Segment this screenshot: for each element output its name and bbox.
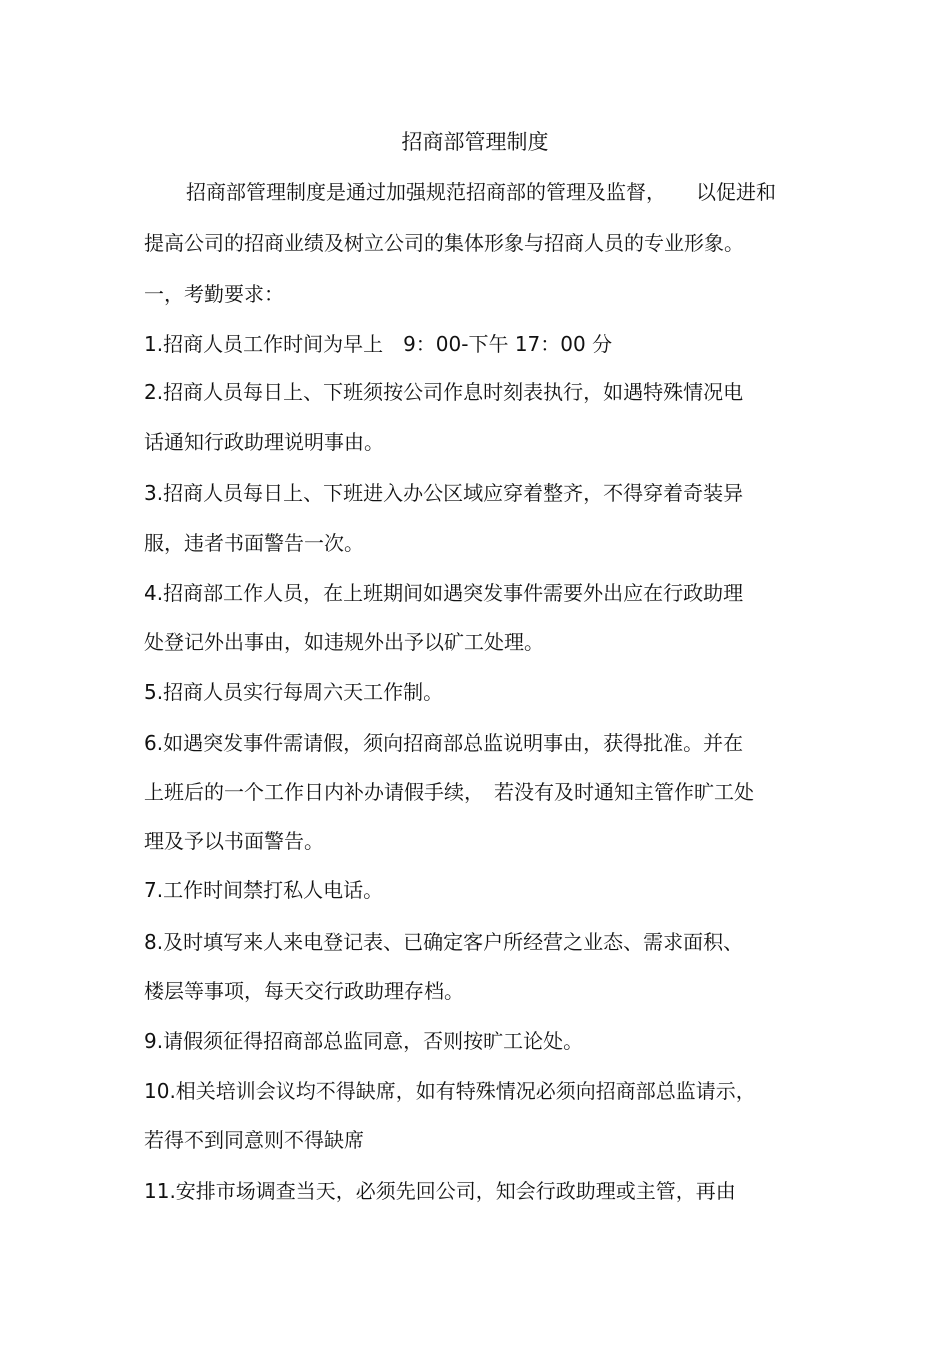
- intro-line-1: 招商部管理制度是通过加强规范招商部的管理及监督， 以促进和: [186, 180, 776, 204]
- item-11-line-1: 11.安排市场调查当天，必须先回公司，知会行政助理或主管，再由: [144, 1179, 736, 1203]
- item-2-line-1: 2.招商人员每日上、下班须按公司作息时刻表执行，如遇特殊情况电: [144, 380, 744, 404]
- item-6-line-2: 上班后的一个工作日内补办请假手续， 若没有及时通知主管作旷工处: [144, 780, 754, 804]
- item-1: 1.招商人员工作时间为早上 9：00-下午 17：00 分: [144, 332, 613, 356]
- item-7: 7.工作时间禁打私人电话。: [144, 878, 384, 902]
- section-heading-attendance: 一，考勤要求：: [144, 282, 284, 306]
- item-6-line-1: 6.如遇突发事件需请假，须向招商部总监说明事由，获得批准。并在: [144, 731, 744, 755]
- item-4-line-2: 处登记外出事由，如违规外出予以矿工处理。: [144, 630, 544, 654]
- document-title: 招商部管理制度: [401, 130, 549, 154]
- item-3-line-1: 3.招商人员每日上、下班进入办公区域应穿着整齐，不得穿着奇装异: [144, 481, 744, 505]
- item-6-line-3: 理及予以书面警告。: [144, 829, 324, 853]
- item-8-line-2: 楼层等事项，每天交行政助理存档。: [144, 979, 464, 1003]
- item-3-line-2: 服，违者书面警告一次。: [144, 531, 364, 555]
- item-5: 5.招商人员实行每周六天工作制。: [144, 680, 444, 704]
- item-2-line-2: 话通知行政助理说明事由。: [144, 430, 384, 454]
- item-4-line-1: 4.招商部工作人员，在上班期间如遇突发事件需要外出应在行政助理: [144, 581, 744, 605]
- item-10-line-2: 若得不到同意则不得缺席: [144, 1128, 364, 1152]
- item-10-line-1: 10.相关培训会议均不得缺席，如有特殊情况必须向招商部总监请示，: [144, 1079, 756, 1103]
- item-8-line-1: 8.及时填写来人来电登记表、已确定客户所经营之业态、需求面积、: [144, 930, 744, 954]
- item-9: 9.请假须征得招商部总监同意，否则按旷工论处。: [144, 1029, 584, 1053]
- intro-line-2: 提高公司的招商业绩及树立公司的集体形象与招商人员的专业形象。: [144, 231, 744, 255]
